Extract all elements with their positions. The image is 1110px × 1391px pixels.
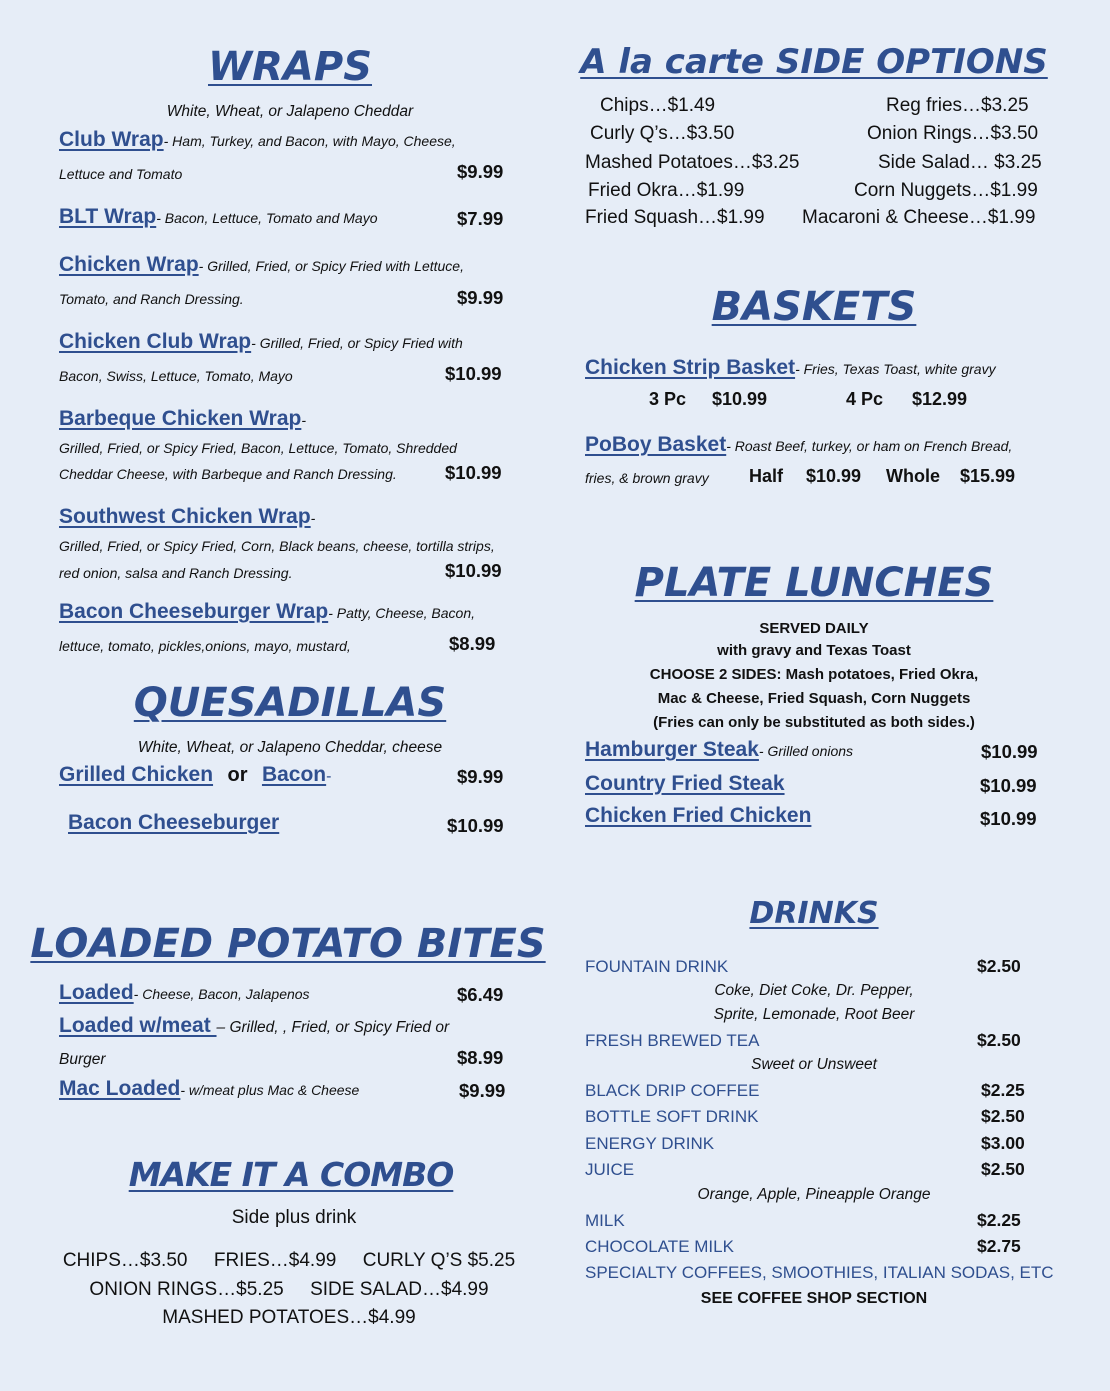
side-option: Corn Nuggets…$1.99 — [854, 180, 1038, 201]
plate-info-line: CHOOSE 2 SIDES: Mash potatoes, Fried Okra, — [649, 666, 979, 683]
item-price: $7.99 — [457, 208, 504, 229]
side-option: Reg fries…$3.25 — [886, 95, 1029, 116]
side-option: Onion Rings…$3.50 — [867, 123, 1039, 144]
menu-item-southwest-chicken-wrap — [59, 505, 315, 529]
menu-item-chicken-fried-chicken — [585, 804, 811, 828]
item-desc: - Grilled onions — [758, 743, 854, 759]
menu-item-quesadilla-bacon-cheeseburger — [68, 811, 279, 835]
item-name: Chicken Wrap — [59, 253, 199, 276]
menu-item-loaded-with-meat — [59, 1014, 449, 1038]
item-desc: - Grilled, Fried, or Spicy Fried with Lettuce, — [198, 258, 464, 274]
item-name: Chicken Strip Basket — [585, 356, 796, 379]
drink-milk: MILK — [585, 1211, 625, 1230]
item-price: $8.99 — [457, 1047, 504, 1068]
wraps-title: WRAPS — [207, 44, 373, 90]
menu-item-hamburger-steak — [585, 738, 853, 762]
menu-item-bacon-cheeseburger-wrap — [59, 600, 475, 624]
potato-bites-title: LOADED POTATO BITES — [30, 921, 546, 967]
price-4pc: $12.99 — [912, 389, 968, 409]
side-options-title: A la carte SIDE OPTIONS — [580, 42, 1048, 82]
item-price: $10.99 — [447, 815, 504, 836]
or-text: or — [227, 764, 248, 786]
combo-line-2: ONION RINGS…$5.25 SIDE SALAD…$4.99 — [89, 1279, 489, 1300]
item-name: Club Wrap — [59, 128, 164, 151]
menu-item-chicken-club-wrap — [59, 330, 463, 354]
quesadillas-title: QUESADILLAS — [133, 680, 447, 726]
plate-info-line: SERVED DAILY — [759, 620, 869, 637]
item-desc: – Grilled, , Fried, or Spicy Fried or — [216, 1019, 450, 1036]
item-desc-line2: Burger — [59, 1051, 106, 1068]
item-name: PoBoy Basket — [585, 433, 727, 456]
drink-note: Sweet or Unsweet — [751, 1056, 877, 1073]
menu-item-bbq-chicken-wrap — [59, 407, 306, 431]
menu-item-country-fried-steak — [585, 772, 785, 796]
drink-specialty: SPECIALTY COFFEES, SMOOTHIES, ITALIAN SODAS, ETC — [585, 1263, 1054, 1282]
side-option: Macaroni & Cheese…$1.99 — [802, 207, 1036, 228]
size-3pc: 3 Pc — [649, 389, 687, 409]
item-desc: - Fries, Texas Toast, white gravy — [795, 361, 996, 377]
plate-lunches-title: PLATE LUNCHES — [634, 560, 994, 606]
drink-tea: FRESH BREWED TEA — [585, 1031, 760, 1050]
drink-price: $2.75 — [977, 1236, 1021, 1256]
item-name: Southwest Chicken Wrap — [59, 505, 311, 528]
item-desc: - Grilled, Fried, or Spicy Fried with — [251, 335, 463, 351]
menu-item-blt-wrap — [59, 205, 378, 229]
plate-info-line: Mac & Cheese, Fried Squash, Corn Nuggets — [657, 690, 971, 707]
item-price: $10.99 — [445, 363, 502, 384]
combo-subtitle: Side plus drink — [231, 1207, 357, 1228]
item-name: Bacon — [261, 763, 327, 786]
item-desc-line2: lettuce, tomato, pickles,onions, mayo, mustard, — [59, 638, 351, 654]
item-price: $10.99 — [980, 808, 1037, 829]
combo-line-3: MASHED POTATOES…$4.99 — [162, 1307, 416, 1328]
item-name: Barbeque Chicken Wrap — [59, 407, 302, 430]
plate-info-line: with gravy and Texas Toast — [717, 642, 911, 659]
item-price: $9.99 — [457, 766, 504, 787]
item-price: $10.99 — [980, 775, 1037, 796]
drink-price: $3.00 — [981, 1133, 1025, 1153]
side-option: Fried Squash…$1.99 — [585, 207, 765, 228]
item-desc-line2: fries, & brown gravy — [585, 470, 709, 486]
menu-item-quesadilla-chicken-bacon — [59, 763, 331, 787]
price-3pc: $10.99 — [712, 389, 768, 409]
item-desc: - Roast Beef, turkey, or ham on French Bread, — [726, 438, 1013, 454]
drink-bottle: BOTTLE SOFT DRINK — [585, 1107, 759, 1126]
drink-energy: ENERGY DRINK — [585, 1134, 715, 1153]
drink-price: $2.50 — [977, 956, 1021, 976]
drink-coffee: BLACK DRIP COFFEE — [585, 1081, 760, 1100]
side-option: Mashed Potatoes…$3.25 — [585, 152, 800, 173]
drink-note: Orange, Apple, Pineapple Orange — [697, 1186, 931, 1203]
drink-price: $2.25 — [981, 1080, 1025, 1100]
item-price: $9.99 — [457, 287, 504, 308]
item-name: Chicken Fried Chicken — [585, 804, 812, 827]
item-name: Bacon Cheeseburger Wrap — [59, 600, 329, 623]
drinks-title: DRINKS — [749, 896, 879, 931]
item-name: Loaded — [59, 981, 134, 1004]
baskets-title: BASKETS — [711, 284, 917, 330]
item-name: Hamburger Steak — [585, 738, 759, 761]
side-option: Fried Okra…$1.99 — [588, 180, 745, 201]
item-price: $9.99 — [459, 1080, 506, 1101]
drink-price: $2.50 — [981, 1106, 1025, 1126]
item-desc: - — [310, 510, 316, 526]
drink-note: Coke, Diet Coke, Dr. Pepper, — [714, 982, 914, 999]
side-option: Side Salad… $3.25 — [878, 152, 1042, 173]
wraps-subtitle: White, Wheat, or Jalapeno Cheddar — [166, 103, 414, 120]
drink-price: $2.25 — [977, 1210, 1021, 1230]
item-name: Chicken Club Wrap — [59, 330, 252, 353]
item-desc-line3: red onion, salsa and Ranch Dressing. — [59, 565, 293, 581]
item-desc-line2: Tomato, and Ranch Dressing. — [59, 291, 244, 307]
menu-item-chicken-strip-basket — [585, 356, 996, 380]
drink-chocolate-milk: CHOCOLATE MILK — [585, 1237, 734, 1256]
item-price: $6.49 — [457, 984, 504, 1005]
item-desc: - w/meat plus Mac & Cheese — [180, 1082, 360, 1098]
drink-fountain: FOUNTAIN DRINK — [585, 957, 729, 976]
item-price: $9.99 — [457, 161, 504, 182]
drink-price: $2.50 — [977, 1030, 1021, 1050]
drink-note: Sprite, Lemonade, Root Beer — [713, 1006, 915, 1023]
item-name: Loaded w/meat — [59, 1014, 217, 1037]
menu-item-loaded — [59, 981, 310, 1005]
item-desc: - Patty, Cheese, Bacon, — [328, 605, 476, 621]
item-desc-line2: Grilled, Fried, or Spicy Fried, Bacon, Lettuce, Tomato, Shredded — [59, 440, 457, 456]
item-desc: - — [301, 412, 307, 428]
item-desc: - Cheese, Bacon, Jalapenos — [133, 986, 310, 1002]
item-price: $10.99 — [981, 741, 1038, 762]
drink-juice: JUICE — [585, 1160, 635, 1179]
drink-price: $2.50 — [981, 1159, 1025, 1179]
plate-info-line: (Fries can only be substituted as both sides.) — [653, 714, 975, 731]
item-desc-line2: Lettuce and Tomato — [59, 166, 183, 182]
quesadillas-subtitle: White, Wheat, or Jalapeno Cheddar, cheese — [137, 739, 443, 756]
item-name: BLT Wrap — [59, 205, 157, 228]
item-name: Mac Loaded — [59, 1077, 181, 1100]
size-half: Half — [749, 466, 784, 486]
item-desc-line2: Bacon, Swiss, Lettuce, Tomato, Mayo — [59, 368, 293, 384]
item-desc: - Ham, Turkey, and Bacon, with Mayo, Cheese, — [163, 133, 456, 149]
menu-item-chicken-wrap — [59, 253, 464, 277]
item-price: $10.99 — [445, 560, 502, 581]
coffee-shop-note: SEE COFFEE SHOP SECTION — [700, 1290, 928, 1307]
size-4pc: 4 Pc — [846, 389, 884, 409]
side-option: Curly Q’s…$3.50 — [590, 123, 735, 144]
combo-title: MAKE IT A COMBO — [128, 1155, 454, 1194]
item-desc-line3: Cheddar Cheese, with Barbeque and Ranch Dressing. — [59, 466, 397, 482]
side-option: Chips…$1.49 — [600, 95, 716, 116]
item-name: Grilled Chicken — [59, 763, 214, 786]
item-desc-line2: Grilled, Fried, or Spicy Fried, Corn, Black beans, cheese, tortilla strips, — [59, 538, 495, 554]
item-price: $10.99 — [445, 462, 502, 483]
menu-item-club-wrap — [59, 128, 456, 152]
item-price: $8.99 — [449, 633, 496, 654]
size-whole: Whole — [886, 466, 940, 486]
item-dash: - — [326, 768, 332, 785]
price-half: $10.99 — [806, 466, 862, 486]
item-name: Bacon Cheeseburger — [68, 811, 280, 834]
price-whole: $15.99 — [960, 466, 1016, 486]
menu-item-poboy-basket — [585, 433, 1012, 457]
combo-line-1: CHIPS…$3.50 FRIES…$4.99 CURLY Q’S $5.25 — [62, 1250, 516, 1271]
item-name: Country Fried Steak — [585, 772, 785, 795]
menu-item-mac-loaded — [59, 1077, 359, 1101]
item-desc: - Bacon, Lettuce, Tomato and Mayo — [156, 210, 378, 226]
